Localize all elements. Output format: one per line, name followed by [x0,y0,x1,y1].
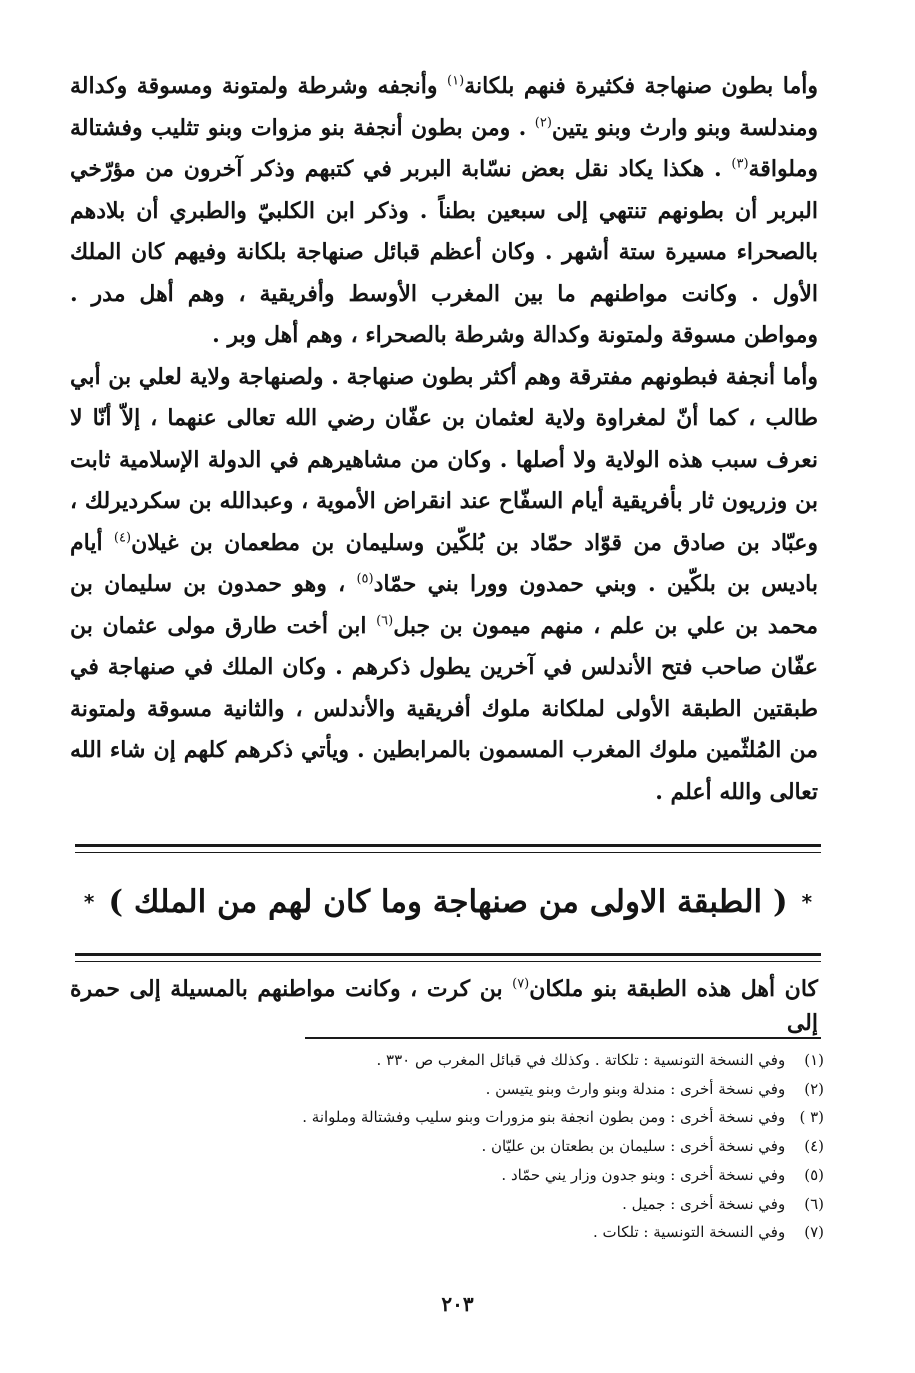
paragraph-1 [70,66,818,357]
footnote-1 [230,1046,824,1075]
footnote-text: وفي النسخة التونسية : تلكات . [593,1223,786,1242]
footnote-text: وفي نسخة أخرى : ومن بطون انجفة بنو مزورات وبنو سليب وفشتالة وملوانة . [302,1108,786,1127]
paragraph-2-part-b: أيام باديس بن بلكّين . وبني حمدون وورا بني حمّاد [70,529,819,597]
main-text [70,66,818,813]
paragraph-1-part-d: . هكذا يكاد نقل بعض نسّابة البربر في كتبهم وذكر آخرون من مؤرّخي البربر أن بطونهم تنتهي إلى سبعين بطناً . وذكر ابن الكلبيّ والطبري أن بلادهم بالصحراء مسيرة ستة أشهر . وكان أعظم قبائل صنهاجة بلكانة وفيهم كان الملك الأول . وكانت مواطنهم ما بين المغرب الأوسط وأفريقية ، وهم أهل مدر . ومواطن مسوقة ولمتونة وكدالة وشرطة بالصحراء ، وهم أهل وبر . [70,156,818,348]
footnote-5 [230,1161,824,1190]
footnote-marker-5: (٥) [356,571,374,587]
heading-bottom-rule [75,953,821,962]
footnote-text: وفي نسخة أخرى : مندلة وبنو وارث وبنو يتيسن . [485,1079,786,1098]
heading-top-rule [75,844,821,853]
paragraph-2-part-c: ، وهو حمدون بن سليمان بن محمد بن علي بن علم ، منهم ميمون بن جبل [70,571,818,639]
footnote-text: وفي النسخة التونسية : تلكاتة . وكذلك في قبائل المغرب ص ٣٣٠ . [376,1051,786,1069]
footnote-marker-3: (٣) [731,156,749,172]
footnote-number: (٣ ) [799,1108,824,1127]
footnote-marker-2: (٢) [534,115,552,131]
continuation-part-a: كان أهل هذه الطبقة بنو ملكان [529,976,818,1002]
footnote-text: وفي نسخة أخرى : جميل . [622,1194,786,1213]
footnotes [230,1046,824,1247]
star-ornament-left: * [83,890,95,914]
paragraph-2-part-a: وأما أنجفة فبطونهم مفترقة وهم أكثر بطون صنهاجة . ولصنهاجة ولاية لعلي بن أبي طالب ، كما أنّ لمغراوة ولاية لعثمان بن عفّان رضي الله تعالى عنهما ، إلاّ أنّا لا نعرف سبب هذه الولاية ولا أصلها . وكان من مشاهيرهم في الدولة الإسلامية ثابت بن وزريون ثار بأفريقية أيام السفّاح عند انقراض الأموية ، وعبدالله بن سكرديرلك ، وعبّاد بن صادق من قوّاد حمّاد بن بُلكّين وسليمان بن مطعمان بن غيلان [70,363,819,556]
footnote-text: وفي نسخة أخرى : وبنو جدون وزار يني حمّاد . [501,1165,786,1184]
paragraph-2 [70,357,818,814]
footnote-number: (١) [804,1051,824,1069]
continuation-part-b: بن كرت ، وكانت مواطنهم بالمسيلة إلى حمرة إلى [70,976,818,1036]
footnote-4 [230,1132,824,1161]
footnote-2 [230,1075,824,1104]
section-heading-text: ( الطبقة الاولى من صنهاجة وما كان لهم من الملك ) [108,884,788,920]
footnote-number: (٥) [804,1165,824,1184]
footnote-number: (٢) [804,1079,824,1098]
footnote-number: (٧) [804,1223,824,1242]
paragraph-1-part-c: . ومن بطون أنجفة بنو مزوات وبنو تثليب وفشتالة وملواقة [70,114,818,182]
continuation-paragraph [70,972,818,1040]
paragraph-2-part-d: ابن أخت طارق مولى عثمان بن عفّان صاحب فتح الأندلس في آخرين يطول ذكرهم . وكان الملك في صنهاجة في طبقتين الطبقة الأولى لملكانة ملوك أفريقية والأندلس ، والثانية مسوقة ولمتونة من المُلثّمين ملوك المغرب المسمون بالمرابطين . ويأتي ذكرهم كلهم إن شاء الله تعالى والله أعلم . [70,612,818,805]
footnote-marker-1: (١) [447,73,465,89]
footnote-separator [305,1037,821,1039]
footnote-6 [230,1190,824,1219]
star-ornament-right: * [801,890,813,914]
footnote-7 [230,1218,824,1247]
footnote-number: (٤) [804,1137,824,1156]
paragraph-1-part-b: وأنجفه وشرطة ولمتونة ومسوقة وكدالة ومندلسة وبنو وارث وبنو يتين [70,73,818,141]
page-number: ٢٠٣ [441,1292,474,1316]
footnote-marker-4: (٤) [113,530,132,546]
footnote-marker-6: (٦) [376,613,394,629]
section-heading [75,872,821,932]
footnote-number: (٦) [804,1194,824,1213]
footnote-text: وفي نسخة أخرى : سليمان بن بطعتان بن عليّان . [481,1137,786,1156]
paragraph-1-part-a: وأما بطون صنهاجة فكثيرة فنهم بلكانة [464,73,818,99]
footnote-3 [230,1103,824,1132]
footnote-marker-7: (٧) [512,976,530,992]
